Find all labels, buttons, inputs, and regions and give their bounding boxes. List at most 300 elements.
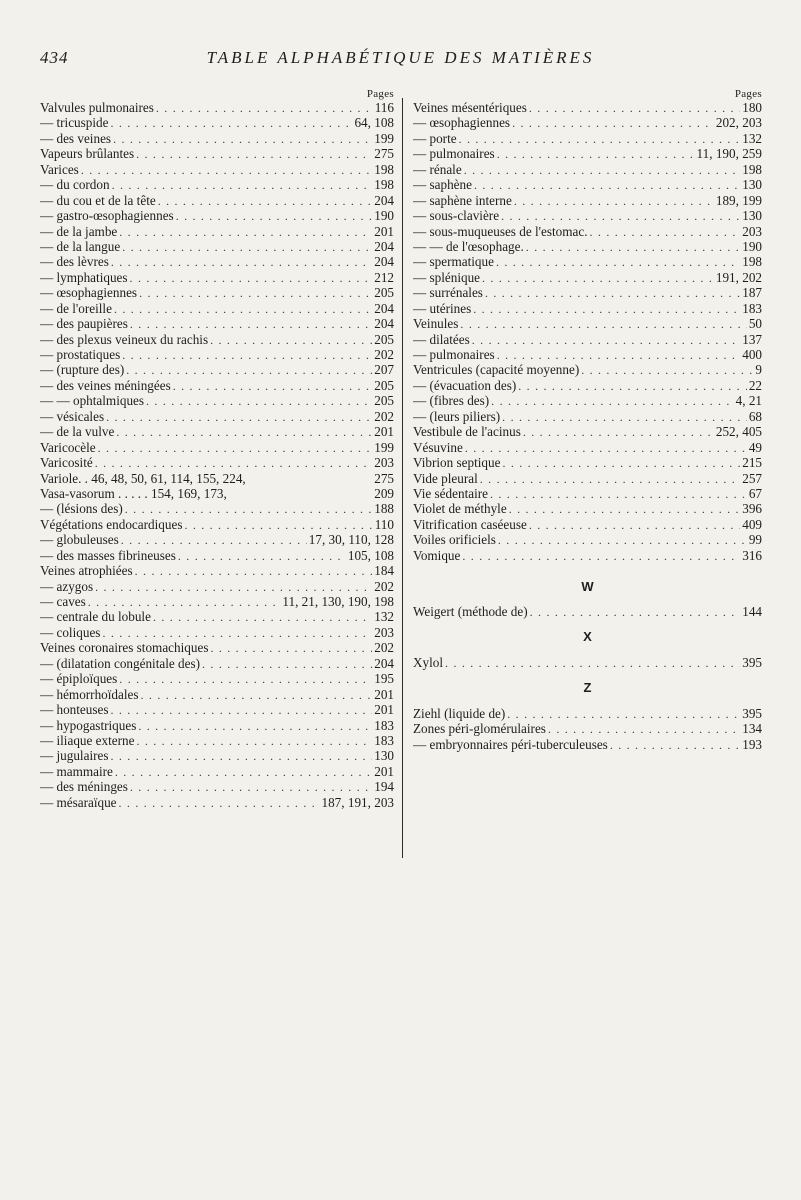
entry-page-refs: 275 <box>374 470 394 486</box>
running-title: TABLE ALPHABÉTIQUE DES MATIÈRES <box>206 48 595 67</box>
index-entry <box>40 224 394 239</box>
index-entry <box>413 655 762 670</box>
entry-term: — utérines <box>413 300 472 316</box>
pages-column-label: Pages <box>366 88 394 100</box>
leader-dots <box>102 626 372 640</box>
entry-page-refs: 188 <box>374 501 394 517</box>
leader-dots <box>529 101 740 115</box>
index-entry <box>413 239 762 254</box>
entry-term: Veinules <box>413 316 459 332</box>
index-entry <box>40 100 394 115</box>
entry-term: — (dilatation congénitale des) <box>40 655 201 671</box>
entry-term: Vapeurs brûlantes <box>40 146 135 162</box>
entry-page-refs: 199 <box>374 130 394 146</box>
leader-dots <box>95 456 372 470</box>
leader-dots <box>139 286 372 300</box>
index-entry <box>413 224 762 239</box>
entry-term: — (fibres des) <box>413 393 490 409</box>
index-entry <box>40 362 394 377</box>
entry-page-refs: 110 <box>374 516 394 532</box>
index-entry <box>413 115 762 130</box>
index-entry <box>40 131 394 146</box>
index-entry <box>413 362 762 377</box>
leader-dots <box>202 657 372 671</box>
entry-term: — honteuses <box>40 702 109 718</box>
entry-term: Veines mésentériques <box>413 100 527 115</box>
leader-dots <box>610 738 740 752</box>
index-entry <box>413 378 762 393</box>
entry-page-refs: 201 <box>374 702 394 718</box>
index-entry <box>40 177 394 192</box>
pages-column-label: Pages <box>734 88 762 100</box>
entry-term: Vitrification caséeuse <box>413 516 527 532</box>
index-entry <box>40 702 394 717</box>
entry-page-refs: 134 <box>742 721 762 737</box>
entry-term: Vibrion septique <box>413 455 501 471</box>
entry-term: Zones péri-glomérulaires <box>413 721 546 737</box>
entry-page-refs: 68 <box>748 408 762 424</box>
leader-dots <box>474 178 740 192</box>
entry-term: — des lèvres <box>40 254 109 270</box>
entry-page-refs: 252, 405 <box>715 424 762 440</box>
entry-term: Varicosité <box>40 455 93 471</box>
entry-term: — — de l'œsophage. <box>413 238 524 254</box>
entry-page-refs: 11, 21, 130, 190, 198 <box>282 594 394 609</box>
leader-dots <box>485 286 740 300</box>
entry-term: — rénale <box>413 161 462 177</box>
entry-term: — mammaire <box>40 763 113 779</box>
index-entry <box>40 162 394 177</box>
entry-page-refs: 184 <box>374 563 394 579</box>
leader-dots <box>130 780 372 794</box>
entry-page-refs: 187, 191, 203 <box>321 794 394 810</box>
entry-term: Vide pleural <box>413 470 478 486</box>
entry-term: — surrénales <box>413 285 483 301</box>
entry-page-refs: 195 <box>374 671 394 687</box>
entry-term: — de la jambe <box>40 223 118 239</box>
section-letter-z: Z <box>583 680 592 696</box>
leader-dots <box>530 605 741 619</box>
entry-page-refs: 203 <box>374 624 394 640</box>
entry-page-refs: 11, 190, 259 <box>696 146 762 162</box>
entry-page-refs: 17, 30, 110, 128 <box>308 532 394 548</box>
leader-dots <box>130 271 373 285</box>
index-entry <box>40 733 394 748</box>
entry-term: — (leurs piliers) <box>413 408 501 424</box>
index-entry <box>413 193 762 208</box>
entry-page-refs: 22 <box>748 377 762 393</box>
index-entry <box>40 378 394 393</box>
index-entry <box>40 332 394 347</box>
entry-page-refs: 193 <box>742 736 762 752</box>
leader-dots <box>497 348 741 362</box>
entry-page-refs: 202, 203 <box>715 115 762 131</box>
entry-term: — œsophagiennes <box>40 285 138 301</box>
entry-term: — des veines méningées <box>40 377 171 393</box>
entry-page-refs: 201 <box>374 424 394 440</box>
entry-term: — de l'oreille <box>40 300 112 316</box>
entry-page-refs: 64, 108 <box>354 115 394 131</box>
leader-dots <box>158 194 373 208</box>
entry-term: — pulmonaires <box>413 146 495 162</box>
section-letter-w: W <box>581 578 594 594</box>
leader-dots <box>445 656 740 670</box>
entry-term: Ventricules (capacité moyenne) <box>413 362 580 378</box>
index-entry <box>413 440 762 455</box>
entry-page-refs: 409 <box>742 516 762 532</box>
index-entry <box>40 656 394 671</box>
entry-page-refs: 204 <box>374 238 394 254</box>
entry-term: Ziehl (liquide de) <box>413 705 506 721</box>
entry-page-refs: 205 <box>374 393 394 409</box>
entry-page-refs: 395 <box>742 705 762 721</box>
index-entry <box>40 239 394 254</box>
entry-term: — des paupières <box>40 316 128 332</box>
index-entry <box>40 609 394 624</box>
index-entry <box>40 779 394 794</box>
entry-page-refs: 49 <box>748 439 762 455</box>
index-entry <box>413 270 762 285</box>
leader-dots <box>130 317 372 331</box>
leader-dots <box>119 796 320 810</box>
entry-term: — caves <box>40 594 86 609</box>
leader-dots <box>138 719 372 733</box>
leader-dots <box>111 749 373 763</box>
index-entry <box>40 301 394 316</box>
index-entry <box>40 594 394 609</box>
index-entry <box>40 795 394 810</box>
entry-term: Vasa-vasorum . . . . . 154, 169, 173, <box>40 485 227 501</box>
entry-term: — du cordon <box>40 177 110 193</box>
index-entry <box>413 393 762 408</box>
entry-page-refs: 198 <box>742 254 762 270</box>
entry-page-refs: 201 <box>374 686 394 702</box>
index-entry <box>413 162 762 177</box>
leader-dots <box>490 487 747 501</box>
entry-page-refs: 275 <box>374 146 394 162</box>
leader-dots <box>98 441 373 455</box>
leader-dots <box>590 225 741 239</box>
leader-dots <box>146 394 372 408</box>
entry-term: Vomique <box>413 547 461 563</box>
index-entry <box>413 285 762 300</box>
entry-term: Violet de méthyle <box>413 501 507 517</box>
entry-term: — lymphatiques <box>40 269 128 285</box>
entry-term: — embryonnaires péri-tuberculeuses <box>413 736 608 752</box>
entry-term: — mésaraïque <box>40 794 117 810</box>
index-entry <box>413 100 762 115</box>
entry-term: — de la vulve <box>40 424 115 440</box>
entry-list-x <box>413 655 762 670</box>
leader-dots <box>176 209 373 223</box>
leader-dots <box>114 302 372 316</box>
index-entry <box>40 347 394 362</box>
entry-term: Weigert (méthode de) <box>413 604 528 619</box>
entry-term: — — ophtalmiques <box>40 393 145 409</box>
index-entry <box>413 604 762 619</box>
entry-term: Varices <box>40 161 79 177</box>
index-entry <box>40 193 394 208</box>
leader-dots <box>122 240 372 254</box>
entry-term: — des méninges <box>40 779 128 795</box>
leader-dots <box>482 271 714 285</box>
leader-dots <box>509 502 741 516</box>
entry-page-refs: 202 <box>374 347 394 362</box>
leader-dots <box>125 502 372 516</box>
entry-term: — hypogastriques <box>40 717 137 733</box>
entry-term: Varicocèle <box>40 439 96 455</box>
entry-term: — dilatées <box>413 331 470 347</box>
leader-dots <box>548 722 740 736</box>
entry-page-refs: 183 <box>374 732 394 748</box>
index-entry <box>40 501 394 516</box>
leader-dots <box>173 379 372 393</box>
leader-dots <box>472 333 740 347</box>
leader-dots <box>106 410 372 424</box>
entry-term: — splénique <box>413 269 481 285</box>
leader-dots <box>210 641 372 655</box>
leader-dots <box>112 178 373 192</box>
leader-dots <box>119 672 372 686</box>
index-column-left <box>40 88 394 810</box>
column-divider <box>402 98 403 858</box>
entry-list-w <box>413 604 762 619</box>
leader-dots <box>523 425 714 439</box>
leader-dots <box>81 163 372 177</box>
entry-page-refs: 201 <box>374 223 394 239</box>
index-entry <box>413 208 762 223</box>
leader-dots <box>464 163 741 177</box>
leader-dots <box>95 580 372 594</box>
entry-page-refs: 202 <box>374 408 394 424</box>
entry-page-refs: 316 <box>742 547 762 563</box>
entry-page-refs: 116 <box>374 100 394 115</box>
entry-term: — globuleuses <box>40 532 119 548</box>
index-entry <box>40 254 394 269</box>
leader-dots <box>115 765 372 779</box>
entry-term: — centrale du lobule <box>40 609 151 625</box>
entry-term: — (évacuation des) <box>413 377 517 393</box>
entry-page-refs: 137 <box>742 331 762 347</box>
leader-dots <box>113 132 372 146</box>
index-entry <box>413 721 762 736</box>
leader-dots <box>529 518 740 532</box>
section-letter-x: X <box>583 629 592 645</box>
entry-term: Vésuvine <box>413 439 463 455</box>
leader-dots <box>111 116 353 130</box>
leader-dots <box>498 533 747 547</box>
entry-term: Végétations endocardiques <box>40 516 183 532</box>
index-entry <box>40 409 394 424</box>
entry-term: — porte <box>413 130 457 146</box>
entry-page-refs: 257 <box>742 470 762 486</box>
entry-page-refs: 203 <box>374 455 394 471</box>
leader-dots <box>116 425 372 439</box>
entry-term: Vie sédentaire <box>413 485 488 501</box>
entry-term: — épiploïques <box>40 671 118 687</box>
leader-dots <box>88 595 281 609</box>
index-entry <box>413 177 762 192</box>
leader-dots <box>501 209 740 223</box>
entry-term: Valvules pulmonaires <box>40 100 154 115</box>
index-entry <box>40 393 394 408</box>
entry-term: — saphène interne <box>413 192 512 208</box>
entry-term: — des plexus veineux du rachis <box>40 331 209 347</box>
index-entry <box>413 131 762 146</box>
index-entry <box>40 563 394 578</box>
leader-dots <box>156 101 373 115</box>
leader-dots <box>462 549 740 563</box>
leader-dots <box>136 147 372 161</box>
index-entry <box>413 316 762 331</box>
leader-dots <box>496 255 740 269</box>
index-entry <box>413 455 762 470</box>
entry-term: — des veines <box>40 130 112 146</box>
index-entry <box>40 579 394 594</box>
index-entry <box>413 486 762 501</box>
entry-term: — (rupture des) <box>40 362 125 378</box>
index-entry <box>40 625 394 640</box>
index-entry <box>40 486 394 501</box>
index-entry <box>40 471 394 486</box>
entry-page-refs: 395 <box>742 654 762 670</box>
entry-page-refs: 202 <box>374 640 394 656</box>
entry-page-refs: 105, 108 <box>347 547 394 563</box>
entry-term: — azygos <box>40 578 94 594</box>
index-entry <box>40 671 394 686</box>
entry-page-refs: 4, 21 <box>735 393 762 409</box>
index-entry <box>40 115 394 130</box>
entry-term: Voiles orificiels <box>413 532 496 548</box>
page-number: 434 <box>40 48 69 67</box>
entry-page-refs: 144 <box>742 604 762 619</box>
leader-dots <box>502 456 740 470</box>
entry-term: — tricuspide <box>40 115 109 131</box>
entry-page-refs: 209 <box>374 485 394 501</box>
entry-page-refs: 132 <box>742 130 762 146</box>
entry-page-refs: 183 <box>374 717 394 733</box>
index-entry <box>40 748 394 763</box>
entry-page-refs: 205 <box>374 377 394 393</box>
entry-page-refs: 130 <box>742 208 762 224</box>
entry-page-refs: 50 <box>748 316 762 332</box>
entry-term: — iliaque externe <box>40 732 135 748</box>
entry-page-refs: 132 <box>374 609 394 625</box>
index-entry <box>40 687 394 702</box>
index-column-right <box>413 88 762 752</box>
index-entry <box>413 146 762 161</box>
index-entry <box>40 146 394 161</box>
entry-page-refs: 205 <box>374 285 394 301</box>
index-entry <box>40 285 394 300</box>
index-entry <box>413 347 762 362</box>
entry-page-refs: 198 <box>374 161 394 177</box>
index-entry <box>40 270 394 285</box>
leader-dots <box>459 132 741 146</box>
leader-dots <box>122 348 372 362</box>
entry-term: — pulmonaires <box>413 347 495 362</box>
entry-page-refs: 99 <box>748 532 762 548</box>
leader-dots <box>581 363 753 377</box>
entry-list <box>40 100 394 810</box>
entry-page-refs: 191, 202 <box>715 269 762 285</box>
entry-page-refs: 199 <box>374 439 394 455</box>
index-entry <box>40 316 394 331</box>
index-entry <box>413 737 762 752</box>
entry-page-refs: 130 <box>742 177 762 193</box>
entry-term: — vésicales <box>40 408 105 424</box>
entry-page-refs: 190 <box>742 238 762 254</box>
index-entry <box>40 455 394 470</box>
leader-dots <box>121 533 307 547</box>
entry-page-refs: 187 <box>742 285 762 301</box>
leader-dots <box>184 518 372 532</box>
index-entry <box>40 718 394 733</box>
index-entry <box>413 548 762 563</box>
entry-list <box>413 100 762 563</box>
leader-dots <box>135 564 373 578</box>
entry-term: Vestibule de l'acinus <box>413 424 521 440</box>
entry-term: — sous-clavière <box>413 208 500 224</box>
index-entry <box>413 301 762 316</box>
index-entry <box>40 532 394 547</box>
entry-term: — œsophagiennes <box>413 115 511 131</box>
entry-term: Xylol <box>413 654 444 670</box>
index-entry <box>413 532 762 547</box>
index-entry <box>413 471 762 486</box>
page-header <box>0 48 801 72</box>
entry-page-refs: 180 <box>742 100 762 115</box>
leader-dots <box>507 707 740 721</box>
index-entry <box>40 640 394 655</box>
index-entry <box>40 517 394 532</box>
leader-dots <box>518 379 747 393</box>
entry-page-refs: 204 <box>374 300 394 316</box>
entry-term: Variole. . 46, 48, 50, 61, 114, 155, 224, <box>40 470 246 486</box>
entry-page-refs: 215 <box>742 455 762 471</box>
index-entry <box>413 424 762 439</box>
entry-term: — hémorrhoïdales <box>40 686 139 702</box>
leader-dots <box>491 394 733 408</box>
entry-term: — de la langue <box>40 238 121 254</box>
entry-term: — spermatique <box>413 254 494 270</box>
entry-term: — coliques <box>40 624 101 640</box>
leader-dots <box>497 147 695 161</box>
leader-dots <box>111 255 372 269</box>
entry-term: — gastro-œsophagiennes <box>40 208 174 224</box>
entry-page-refs: 204 <box>374 254 394 270</box>
leader-dots <box>514 194 714 208</box>
entry-page-refs: 204 <box>374 316 394 332</box>
leader-dots <box>141 688 373 702</box>
entry-term: — des masses fibrineuses <box>40 547 176 563</box>
leader-dots <box>480 472 740 486</box>
index-entry <box>40 764 394 779</box>
leader-dots <box>153 610 372 624</box>
index-entry <box>413 332 762 347</box>
leader-dots <box>136 734 372 748</box>
leader-dots <box>502 410 747 424</box>
leader-dots <box>512 116 714 130</box>
entry-page-refs: 198 <box>374 177 394 193</box>
entry-page-refs: 67 <box>748 485 762 501</box>
leader-dots <box>119 225 372 239</box>
index-entry <box>413 517 762 532</box>
index-entry <box>413 706 762 721</box>
entry-page-refs: 212 <box>374 269 394 285</box>
entry-term: — du cou et de la tête <box>40 192 156 208</box>
entry-term: — prostatiques <box>40 347 121 362</box>
